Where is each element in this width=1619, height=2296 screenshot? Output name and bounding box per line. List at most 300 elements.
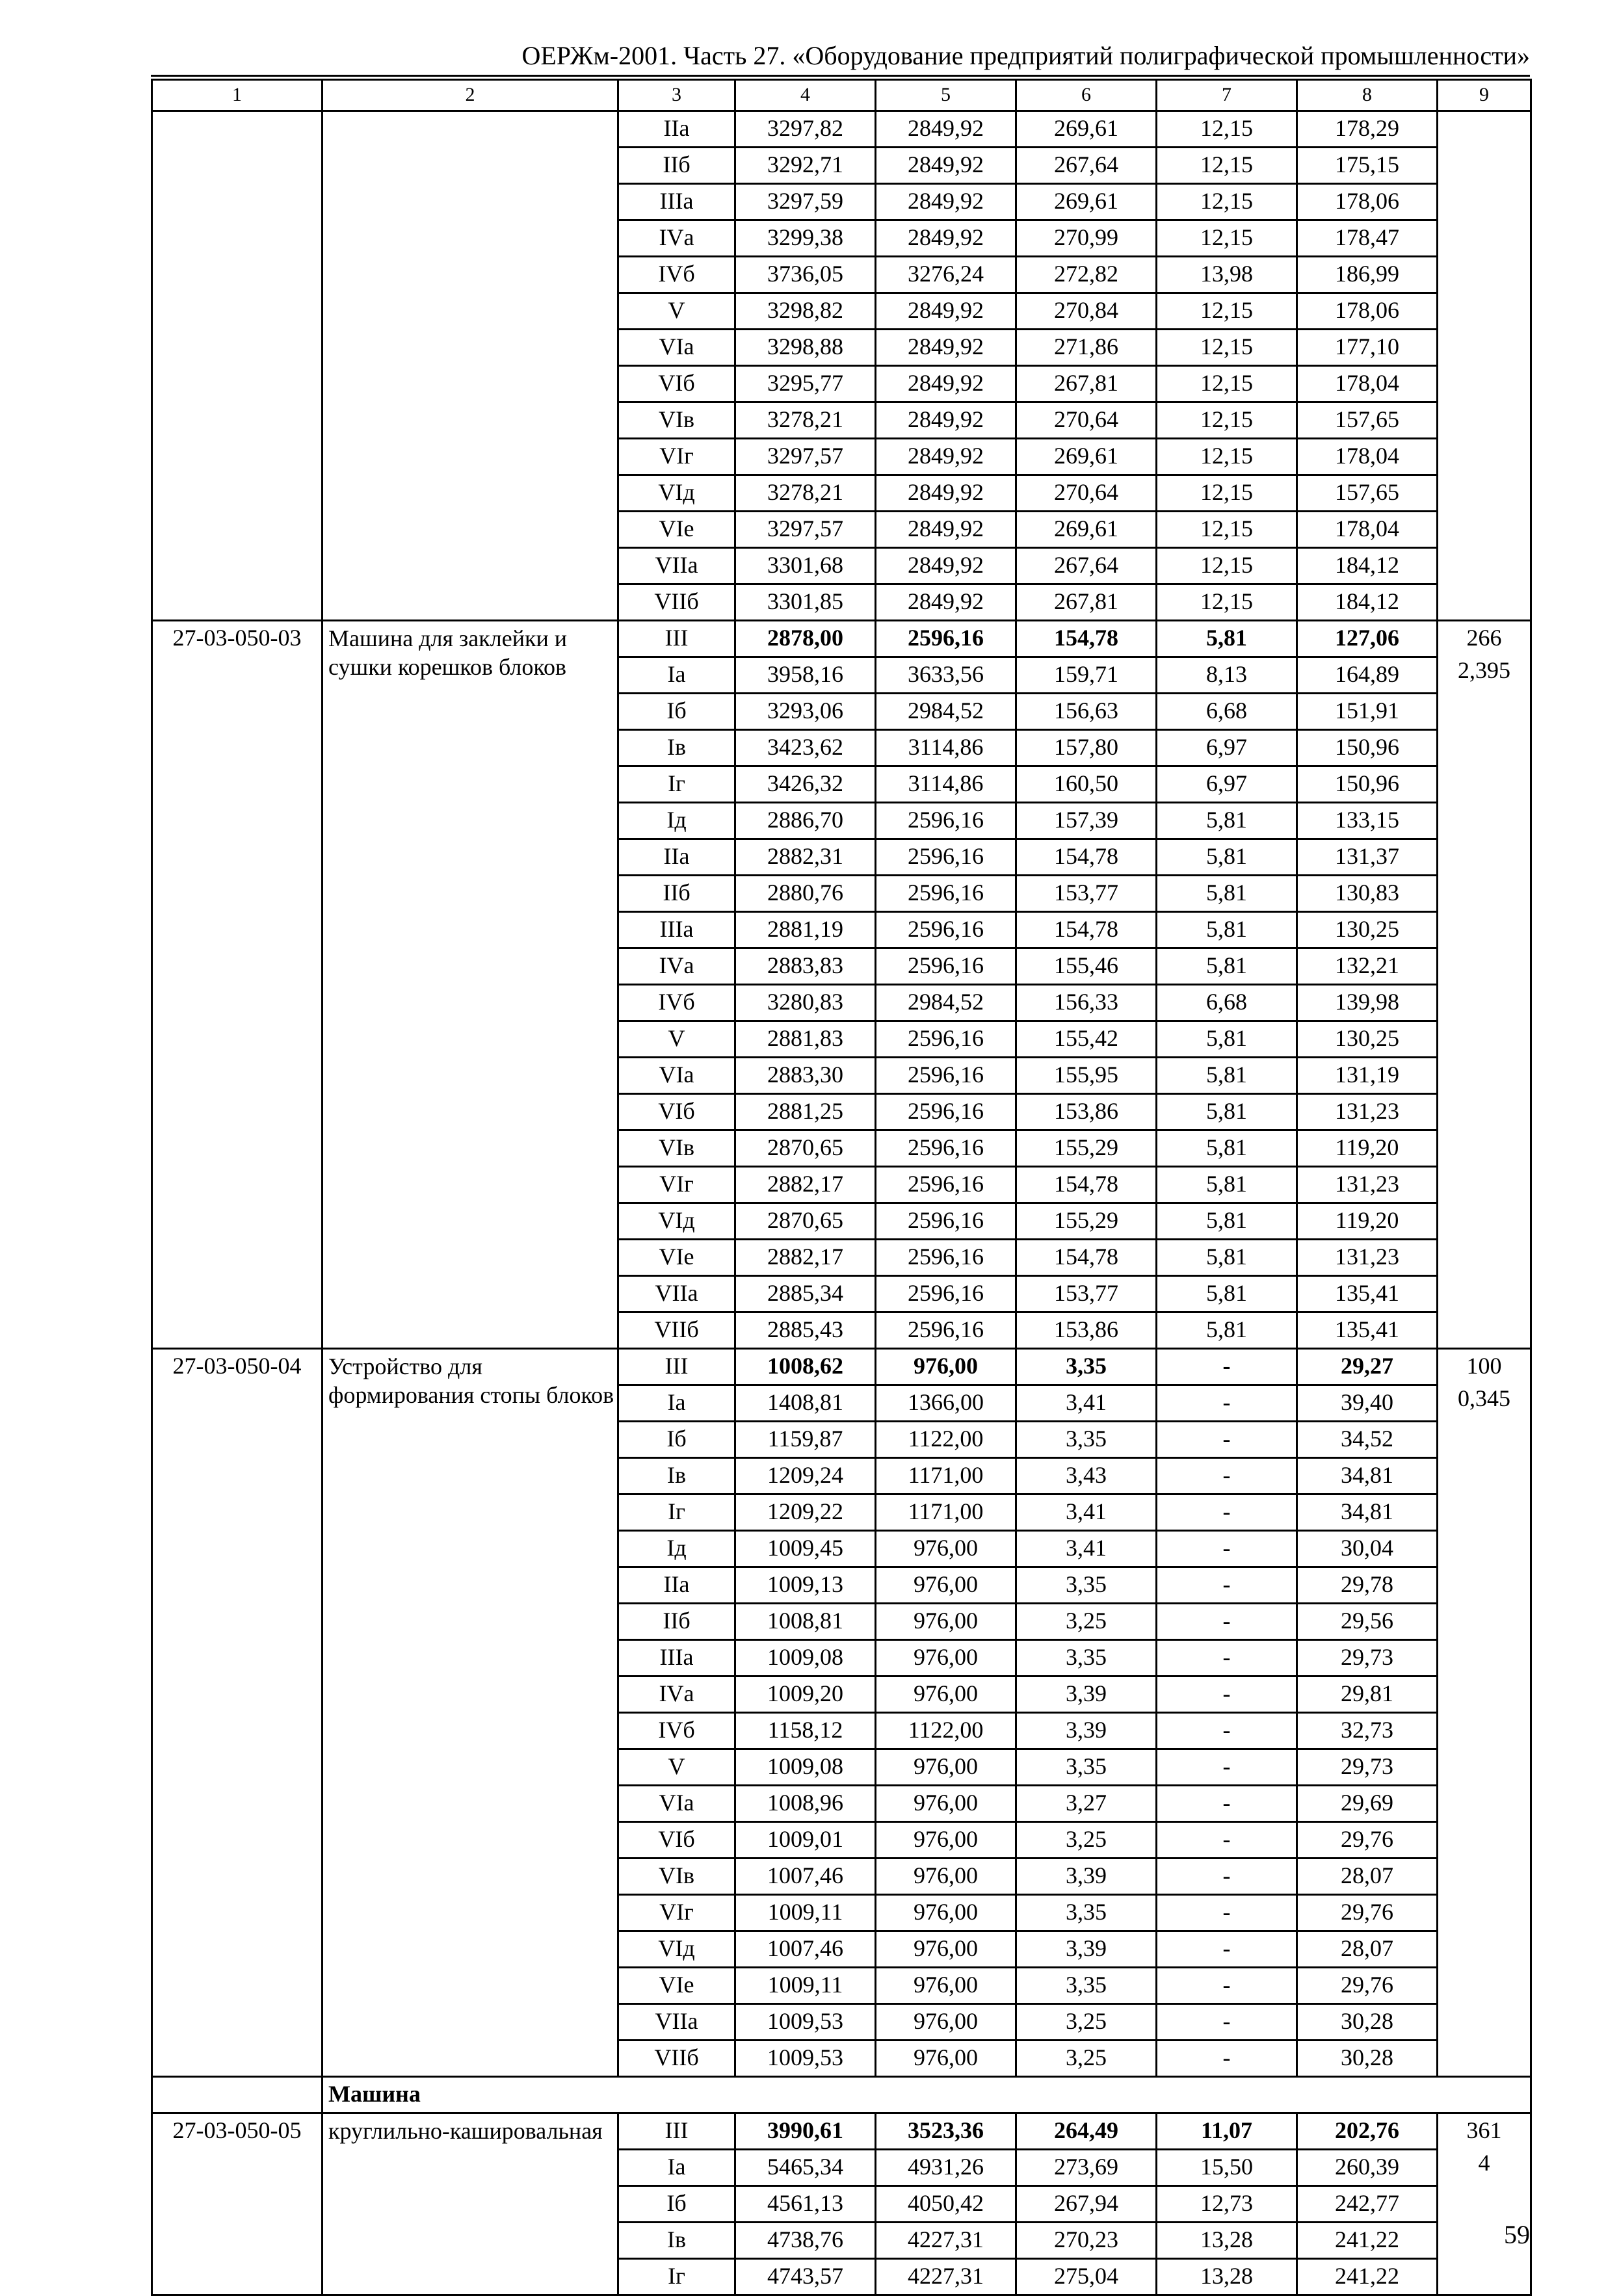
value-cell: 2883,30 xyxy=(735,1058,876,1094)
value-cell: 241,22 xyxy=(1297,2259,1438,2295)
value-cell: 2849,92 xyxy=(876,330,1016,366)
unit-value: 4 xyxy=(1478,2150,1490,2176)
value-cell: 12,15 xyxy=(1157,220,1297,257)
value-cell: 2881,19 xyxy=(735,912,876,948)
zone-cell: VIг xyxy=(618,1167,735,1203)
value-cell: 2878,00 xyxy=(735,621,876,657)
zone-cell: Iд xyxy=(618,1531,735,1567)
value-cell: 3295,77 xyxy=(735,366,876,402)
value-cell: - xyxy=(1157,2004,1297,2041)
value-cell: 3,41 xyxy=(1016,1531,1157,1567)
value-cell: 131,23 xyxy=(1297,1094,1438,1130)
value-cell: 13,28 xyxy=(1157,2223,1297,2259)
zone-cell: III xyxy=(618,621,735,657)
zone-cell: VIа xyxy=(618,330,735,366)
value-cell: 177,10 xyxy=(1297,330,1438,366)
zone-cell: VIд xyxy=(618,1203,735,1240)
value-cell: 12,15 xyxy=(1157,293,1297,330)
title-rule xyxy=(151,75,1530,77)
value-cell: 6,97 xyxy=(1157,766,1297,803)
zone-cell: IIб xyxy=(618,876,735,912)
value-cell: 155,29 xyxy=(1016,1130,1157,1167)
value-cell: - xyxy=(1157,2041,1297,2077)
value-cell: 155,95 xyxy=(1016,1058,1157,1094)
value-cell: 275,04 xyxy=(1016,2259,1157,2295)
value-cell: 1009,45 xyxy=(735,1531,876,1567)
value-cell: - xyxy=(1157,1859,1297,1895)
value-cell: 2870,65 xyxy=(735,1203,876,1240)
value-cell: 2881,83 xyxy=(735,1021,876,1058)
value-cell: 3423,62 xyxy=(735,730,876,766)
value-cell: 3114,86 xyxy=(876,730,1016,766)
value-cell: 6,97 xyxy=(1157,730,1297,766)
value-cell: 1009,53 xyxy=(735,2004,876,2041)
value-cell: 1009,53 xyxy=(735,2041,876,2077)
column-number-header: 5 xyxy=(876,80,1016,111)
value-cell: 2596,16 xyxy=(876,1021,1016,1058)
value-cell: 157,65 xyxy=(1297,402,1438,439)
value-cell: 12,15 xyxy=(1157,366,1297,402)
value-cell: 131,23 xyxy=(1297,1240,1438,1276)
unit-value: 2,395 xyxy=(1458,657,1510,683)
value-cell: 4227,31 xyxy=(876,2223,1016,2259)
value-cell: 186,99 xyxy=(1297,257,1438,293)
table-row xyxy=(152,621,1531,657)
value-cell: 2596,16 xyxy=(876,1240,1016,1276)
value-cell: 5,81 xyxy=(1157,1058,1297,1094)
zone-cell: Iб xyxy=(618,694,735,730)
value-cell: 3,25 xyxy=(1016,2004,1157,2041)
value-cell: 184,12 xyxy=(1297,584,1438,621)
zone-cell: Iв xyxy=(618,2223,735,2259)
value-cell: 160,50 xyxy=(1016,766,1157,803)
zone-cell: VIв xyxy=(618,1859,735,1895)
value-cell: 12,15 xyxy=(1157,148,1297,184)
value-cell: 12,15 xyxy=(1157,475,1297,512)
value-cell: - xyxy=(1157,1713,1297,1749)
zone-cell: VIIб xyxy=(618,1312,735,1349)
value-cell: 3990,61 xyxy=(735,2113,876,2150)
value-cell: 29,78 xyxy=(1297,1567,1438,1604)
zone-cell: Iа xyxy=(618,1385,735,1422)
value-cell: 3,25 xyxy=(1016,1604,1157,1640)
zone-cell: Iд xyxy=(618,803,735,839)
value-cell: 3,43 xyxy=(1016,1458,1157,1494)
value-cell: 3,35 xyxy=(1016,1749,1157,1786)
value-cell: 5,81 xyxy=(1157,1130,1297,1167)
value-cell: 5,81 xyxy=(1157,948,1297,985)
zone-cell: Iг xyxy=(618,1494,735,1531)
value-cell: - xyxy=(1157,1931,1297,1968)
value-cell: 5,81 xyxy=(1157,1276,1297,1312)
value-cell: 976,00 xyxy=(876,1349,1016,1385)
value-cell: 153,77 xyxy=(1016,1276,1157,1312)
value-cell: 30,28 xyxy=(1297,2004,1438,2041)
value-cell: 1009,11 xyxy=(735,1895,876,1931)
value-cell: 269,61 xyxy=(1016,512,1157,548)
value-cell: 271,86 xyxy=(1016,330,1157,366)
value-cell: 178,06 xyxy=(1297,293,1438,330)
unit-cell xyxy=(1438,1349,1531,2077)
value-cell: 157,39 xyxy=(1016,803,1157,839)
value-cell: 2849,92 xyxy=(876,439,1016,475)
column-number-header: 2 xyxy=(322,80,618,111)
value-cell: 34,81 xyxy=(1297,1458,1438,1494)
page-number: 59 xyxy=(1504,2220,1530,2249)
value-cell: 154,78 xyxy=(1016,839,1157,876)
zone-cell: IVб xyxy=(618,257,735,293)
value-cell: 29,76 xyxy=(1297,1968,1438,2004)
value-cell: 184,12 xyxy=(1297,548,1438,584)
value-cell: 135,41 xyxy=(1297,1276,1438,1312)
value-cell: 151,91 xyxy=(1297,694,1438,730)
value-cell: 976,00 xyxy=(876,1895,1016,1931)
value-cell: 29,76 xyxy=(1297,1822,1438,1859)
value-cell: 12,15 xyxy=(1157,548,1297,584)
value-cell: 156,33 xyxy=(1016,985,1157,1021)
value-cell: 3297,82 xyxy=(735,111,876,148)
value-cell: 260,39 xyxy=(1297,2150,1438,2186)
value-cell: 12,15 xyxy=(1157,184,1297,220)
zone-cell: Iг xyxy=(618,2259,735,2295)
value-cell: 130,25 xyxy=(1297,912,1438,948)
zone-cell: VIIа xyxy=(618,1276,735,1312)
value-cell: 153,86 xyxy=(1016,1312,1157,1349)
zone-cell: VIа xyxy=(618,1786,735,1822)
value-cell: 3,39 xyxy=(1016,1676,1157,1713)
value-cell: 11,07 xyxy=(1157,2113,1297,2150)
value-cell: 30,28 xyxy=(1297,2041,1438,2077)
value-cell: 29,76 xyxy=(1297,1895,1438,1931)
value-cell: 1209,22 xyxy=(735,1494,876,1531)
value-cell: 1009,01 xyxy=(735,1822,876,1859)
table-row xyxy=(152,111,1531,148)
column-number-header: 7 xyxy=(1157,80,1297,111)
value-cell: 119,20 xyxy=(1297,1203,1438,1240)
value-cell: 157,65 xyxy=(1297,475,1438,512)
zone-cell: Iа xyxy=(618,657,735,694)
value-cell: 131,23 xyxy=(1297,1167,1438,1203)
zone-cell: VIIа xyxy=(618,2004,735,2041)
value-cell: 976,00 xyxy=(876,1676,1016,1713)
zone-cell: VIе xyxy=(618,1240,735,1276)
value-cell: 154,78 xyxy=(1016,621,1157,657)
value-cell: 1007,46 xyxy=(735,1859,876,1895)
value-cell: 2885,34 xyxy=(735,1276,876,1312)
zone-cell: IVб xyxy=(618,1713,735,1749)
value-cell: - xyxy=(1157,1786,1297,1822)
value-cell: 2849,92 xyxy=(876,366,1016,402)
value-cell: - xyxy=(1157,1604,1297,1640)
value-cell: 267,81 xyxy=(1016,366,1157,402)
value-cell: 3,35 xyxy=(1016,1349,1157,1385)
value-cell: 2596,16 xyxy=(876,1058,1016,1094)
value-cell: 2596,16 xyxy=(876,1130,1016,1167)
value-cell: 3,35 xyxy=(1016,1640,1157,1676)
value-cell: 267,81 xyxy=(1016,584,1157,621)
value-cell: 2849,92 xyxy=(876,148,1016,184)
subheader-label: Машина xyxy=(322,2077,1531,2113)
value-cell: 2849,92 xyxy=(876,402,1016,439)
resource-name-cell: круглильно-кашировальная xyxy=(322,2113,618,2295)
value-cell: 3114,86 xyxy=(876,766,1016,803)
value-cell: 3297,57 xyxy=(735,439,876,475)
zone-cell: IIа xyxy=(618,111,735,148)
value-cell: 3276,24 xyxy=(876,257,1016,293)
value-cell: 4743,57 xyxy=(735,2259,876,2295)
value-cell: 2849,92 xyxy=(876,184,1016,220)
value-cell: 178,04 xyxy=(1297,512,1438,548)
value-cell: 270,64 xyxy=(1016,475,1157,512)
value-cell: 3293,06 xyxy=(735,694,876,730)
resource-code-cell: 27-03-050-04 xyxy=(152,1349,322,2077)
zone-cell: VIе xyxy=(618,1968,735,2004)
value-cell: 3278,21 xyxy=(735,475,876,512)
zone-cell: V xyxy=(618,293,735,330)
value-cell: 3298,88 xyxy=(735,330,876,366)
value-cell: 3297,59 xyxy=(735,184,876,220)
value-cell: 264,49 xyxy=(1016,2113,1157,2150)
column-number-header: 6 xyxy=(1016,80,1157,111)
table-row xyxy=(152,2113,1531,2150)
value-cell: 2596,16 xyxy=(876,839,1016,876)
value-cell: 2596,16 xyxy=(876,621,1016,657)
value-cell: 3,27 xyxy=(1016,1786,1157,1822)
value-cell: 3,35 xyxy=(1016,1567,1157,1604)
value-cell: 5,81 xyxy=(1157,803,1297,839)
value-cell: 13,98 xyxy=(1157,257,1297,293)
value-cell: 5,81 xyxy=(1157,1021,1297,1058)
value-cell: 12,73 xyxy=(1157,2186,1297,2223)
zone-cell: VIв xyxy=(618,402,735,439)
value-cell: 976,00 xyxy=(876,2041,1016,2077)
zone-cell: IVб xyxy=(618,985,735,1021)
value-cell: 1009,13 xyxy=(735,1567,876,1604)
value-cell: 2596,16 xyxy=(876,1276,1016,1312)
column-number-row xyxy=(152,80,1531,111)
empty-code-cell xyxy=(152,2077,322,2113)
value-cell: 2596,16 xyxy=(876,912,1016,948)
value-cell: 1122,00 xyxy=(876,1422,1016,1458)
value-cell: 3,35 xyxy=(1016,1422,1157,1458)
value-cell: 3298,82 xyxy=(735,293,876,330)
zone-cell: VIг xyxy=(618,439,735,475)
zone-cell: IIб xyxy=(618,148,735,184)
value-cell: - xyxy=(1157,1749,1297,1786)
value-cell: 5,81 xyxy=(1157,1203,1297,1240)
value-cell: 12,15 xyxy=(1157,512,1297,548)
value-cell: 3278,21 xyxy=(735,402,876,439)
value-cell: 8,13 xyxy=(1157,657,1297,694)
value-cell: 2882,31 xyxy=(735,839,876,876)
value-cell: 976,00 xyxy=(876,1931,1016,1968)
value-cell: 3958,16 xyxy=(735,657,876,694)
resource-name-cell: Устройство для формирования стопы блоков xyxy=(322,1349,618,2077)
value-cell: 976,00 xyxy=(876,2004,1016,2041)
resource-code-cell xyxy=(152,111,322,621)
zone-cell: Iв xyxy=(618,1458,735,1494)
value-cell: 131,37 xyxy=(1297,839,1438,876)
resource-code-cell: 27-03-050-05 xyxy=(152,2113,322,2295)
zone-cell: VIIб xyxy=(618,584,735,621)
value-cell: 132,21 xyxy=(1297,948,1438,985)
value-cell: 270,99 xyxy=(1016,220,1157,257)
value-cell: 3,41 xyxy=(1016,1494,1157,1531)
zone-cell: VIIа xyxy=(618,548,735,584)
value-cell: - xyxy=(1157,1640,1297,1676)
value-cell: 3,39 xyxy=(1016,1713,1157,1749)
value-cell: 29,27 xyxy=(1297,1349,1438,1385)
zone-cell: IIIа xyxy=(618,912,735,948)
value-cell: 6,68 xyxy=(1157,985,1297,1021)
value-cell: 29,69 xyxy=(1297,1786,1438,1822)
zone-cell: VIIб xyxy=(618,2041,735,2077)
zone-cell: Iб xyxy=(618,2186,735,2223)
value-cell: 3280,83 xyxy=(735,985,876,1021)
value-cell: 3292,71 xyxy=(735,148,876,184)
value-cell: 12,15 xyxy=(1157,330,1297,366)
value-cell: - xyxy=(1157,1422,1297,1458)
value-cell: 976,00 xyxy=(876,1749,1016,1786)
value-cell: 2849,92 xyxy=(876,293,1016,330)
value-cell: 5,81 xyxy=(1157,1312,1297,1349)
value-cell: 2849,92 xyxy=(876,220,1016,257)
value-cell: - xyxy=(1157,1458,1297,1494)
column-number-header: 9 xyxy=(1438,80,1531,111)
column-number-header: 3 xyxy=(618,80,735,111)
value-cell: 1171,00 xyxy=(876,1458,1016,1494)
value-cell: 133,15 xyxy=(1297,803,1438,839)
value-cell: 153,77 xyxy=(1016,876,1157,912)
zone-cell: IVа xyxy=(618,220,735,257)
value-cell: 157,80 xyxy=(1016,730,1157,766)
unit-value: 0,345 xyxy=(1458,1385,1510,1411)
value-cell: 12,15 xyxy=(1157,111,1297,148)
value-cell: 2849,92 xyxy=(876,475,1016,512)
value-cell: 2849,92 xyxy=(876,584,1016,621)
value-cell: 1366,00 xyxy=(876,1385,1016,1422)
value-cell: 154,78 xyxy=(1016,1240,1157,1276)
value-cell: 976,00 xyxy=(876,1531,1016,1567)
value-cell: 2880,76 xyxy=(735,876,876,912)
value-cell: 15,50 xyxy=(1157,2150,1297,2186)
value-cell: 3,25 xyxy=(1016,2041,1157,2077)
value-cell: 153,86 xyxy=(1016,1094,1157,1130)
zone-cell: Iа xyxy=(618,2150,735,2186)
value-cell: 178,06 xyxy=(1297,184,1438,220)
zone-cell: VIб xyxy=(618,366,735,402)
value-cell: 1009,20 xyxy=(735,1676,876,1713)
table-row xyxy=(152,1349,1531,1385)
unit-value: 100 xyxy=(1466,1353,1502,1379)
value-cell: 3,35 xyxy=(1016,1968,1157,2004)
value-cell: 4931,26 xyxy=(876,2150,1016,2186)
zone-cell: VIб xyxy=(618,1094,735,1130)
value-cell: - xyxy=(1157,1968,1297,2004)
value-cell: 976,00 xyxy=(876,1968,1016,2004)
value-cell: 2849,92 xyxy=(876,111,1016,148)
value-cell: 2885,43 xyxy=(735,1312,876,1349)
value-cell: 155,46 xyxy=(1016,948,1157,985)
value-cell: 269,61 xyxy=(1016,184,1157,220)
value-cell: 178,29 xyxy=(1297,111,1438,148)
value-cell: 1007,46 xyxy=(735,1931,876,1968)
zone-cell: IVа xyxy=(618,1676,735,1713)
value-cell: 1009,11 xyxy=(735,1968,876,2004)
value-cell: - xyxy=(1157,1349,1297,1385)
value-cell: 32,73 xyxy=(1297,1713,1438,1749)
zone-cell: IIб xyxy=(618,1604,735,1640)
value-cell: 3,39 xyxy=(1016,1931,1157,1968)
value-cell: 175,15 xyxy=(1297,148,1438,184)
value-cell: 5465,34 xyxy=(735,2150,876,2186)
value-cell: 2886,70 xyxy=(735,803,876,839)
value-cell: 4050,42 xyxy=(876,2186,1016,2223)
value-cell: 130,83 xyxy=(1297,876,1438,912)
zone-cell: VIб xyxy=(618,1822,735,1859)
zone-cell: VIа xyxy=(618,1058,735,1094)
document-title: ОЕРЖм-2001. Часть 27. «Оборудование предприятий полиграфической промышленности» xyxy=(521,41,1530,70)
value-cell: 2870,65 xyxy=(735,1130,876,1167)
value-cell: - xyxy=(1157,1531,1297,1567)
value-cell: 3633,56 xyxy=(876,657,1016,694)
value-cell: 34,52 xyxy=(1297,1422,1438,1458)
column-number-header: 4 xyxy=(735,80,876,111)
unit-cell xyxy=(1438,111,1531,621)
zone-cell: Iв xyxy=(618,730,735,766)
zone-cell: IIIа xyxy=(618,184,735,220)
value-cell: 976,00 xyxy=(876,1604,1016,1640)
value-cell: 241,22 xyxy=(1297,2223,1438,2259)
value-cell: 139,98 xyxy=(1297,985,1438,1021)
value-cell: 131,19 xyxy=(1297,1058,1438,1094)
resource-code-cell: 27-03-050-03 xyxy=(152,621,322,1349)
value-cell: 164,89 xyxy=(1297,657,1438,694)
value-cell: 1408,81 xyxy=(735,1385,876,1422)
value-cell: 5,81 xyxy=(1157,876,1297,912)
value-cell: 135,41 xyxy=(1297,1312,1438,1349)
unit-cell xyxy=(1438,2113,1531,2295)
value-cell: 1171,00 xyxy=(876,1494,1016,1531)
value-cell: 202,76 xyxy=(1297,2113,1438,2150)
value-cell: 5,81 xyxy=(1157,1240,1297,1276)
value-cell: 29,81 xyxy=(1297,1676,1438,1713)
value-cell: 28,07 xyxy=(1297,1931,1438,1968)
value-cell: 976,00 xyxy=(876,1786,1016,1822)
value-cell: 5,81 xyxy=(1157,839,1297,876)
zone-cell: V xyxy=(618,1021,735,1058)
value-cell: 178,04 xyxy=(1297,439,1438,475)
value-cell: 5,81 xyxy=(1157,912,1297,948)
value-cell: 13,28 xyxy=(1157,2259,1297,2295)
value-cell: 269,61 xyxy=(1016,111,1157,148)
column-number-header: 1 xyxy=(152,80,322,111)
value-cell: 976,00 xyxy=(876,1859,1016,1895)
value-cell: 154,78 xyxy=(1016,1167,1157,1203)
zone-cell: VIд xyxy=(618,1931,735,1968)
zone-cell: Iг xyxy=(618,766,735,803)
value-cell: 270,23 xyxy=(1016,2223,1157,2259)
value-cell: 3,35 xyxy=(1016,1895,1157,1931)
value-cell: 159,71 xyxy=(1016,657,1157,694)
value-cell: 2883,83 xyxy=(735,948,876,985)
value-cell: 1008,81 xyxy=(735,1604,876,1640)
value-cell: 270,84 xyxy=(1016,293,1157,330)
value-cell: 3,39 xyxy=(1016,1859,1157,1895)
value-cell: 976,00 xyxy=(876,1822,1016,1859)
value-cell: 2596,16 xyxy=(876,803,1016,839)
value-cell: 4738,76 xyxy=(735,2223,876,2259)
